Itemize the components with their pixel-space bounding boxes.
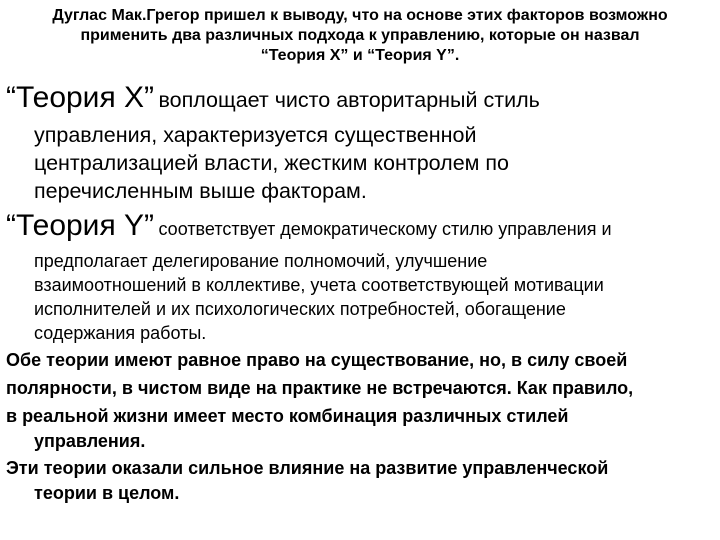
theory-x-line: управления, характеризуется существенной (34, 123, 477, 147)
theory-x-first-line (6, 80, 540, 121)
conclusion-line: теории в целом. (34, 483, 180, 503)
conclusion-line: Эти теории оказали сильное влияние на развитие управленческой (6, 458, 609, 478)
theory-y-line: предполагает делегирование полномочий, улучшение (34, 251, 488, 271)
theory-y-paragraph (6, 208, 612, 345)
theory-x-line: централизацией власти, жестким контролем по (34, 151, 510, 175)
theory-x-first-text: воплощает чисто авторитарный стиль (158, 88, 540, 112)
conclusion-line: полярности, в чистом виде на практике не встречаются. Как правило, (6, 378, 634, 398)
conclusion-line: Обе теории имеют равное право на существование, но, в силу своей (6, 350, 628, 370)
intro-line: “Теория X” и “Теория Y”. (260, 47, 460, 64)
conclusion-line: управления. (34, 431, 146, 451)
theory-x-term: “Теория X” (6, 81, 155, 114)
theory-y-term: “Теория Y” (6, 209, 155, 242)
theory-y-first-line (6, 208, 612, 249)
theory-y-line: содержания работы. (34, 323, 207, 343)
intro-paragraph (10, 6, 710, 66)
theory-y-line: взаимоотношений в коллективе, учета соответствующей мотивации (34, 275, 604, 295)
theory-x-line: перечисленным выше факторам. (34, 179, 367, 203)
conclusion-paragraph (6, 346, 633, 504)
intro-line: применить два различных подхода к управлению, которые он назвал (80, 27, 640, 44)
conclusion-line: в реальной жизни имеет место комбинация различных стилей (6, 406, 569, 426)
intro-line: Дуглас Мак.Грегор пришел к выводу, что на основе этих факторов возможно (52, 7, 668, 24)
theory-x-paragraph (6, 80, 540, 205)
theory-y-first-text: соответствует демократическому стилю управления и (158, 219, 612, 239)
theory-y-line: исполнителей и их психологических потребностей, обогащение (34, 299, 566, 319)
